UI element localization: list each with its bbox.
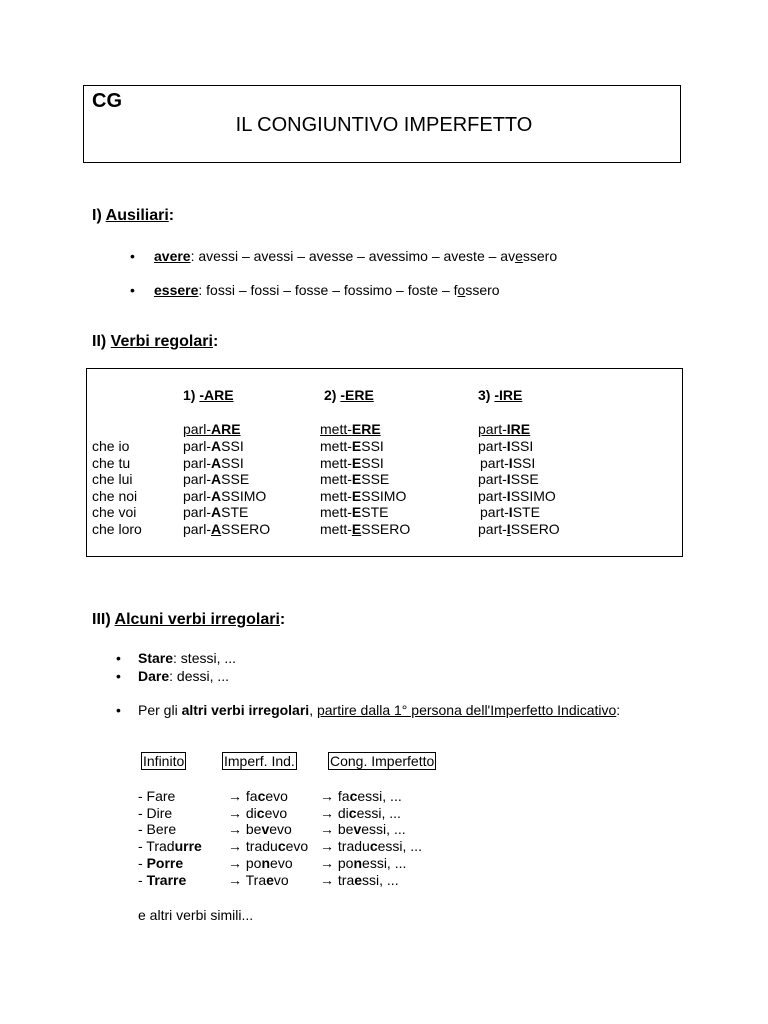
rule-bold: altri verbi irregolari bbox=[181, 702, 310, 718]
ind-bold: c bbox=[277, 838, 286, 854]
form-ending: SSE bbox=[510, 471, 539, 487]
ind-bold: c bbox=[257, 788, 266, 804]
form-ere bbox=[320, 455, 384, 471]
cong-pre: → tradu bbox=[320, 838, 370, 854]
imperfect-subjunctive bbox=[320, 805, 401, 821]
form-stem: parl- bbox=[183, 488, 212, 504]
infinitive bbox=[138, 805, 172, 821]
cong-bold: v bbox=[353, 821, 362, 837]
cong-pre: → be bbox=[320, 821, 354, 837]
column-number: 2) bbox=[324, 387, 337, 403]
form-stem: parl- bbox=[183, 455, 212, 471]
infinitive bbox=[138, 872, 186, 888]
form-stem: part- bbox=[480, 455, 509, 471]
header-imperf-ind bbox=[222, 753, 297, 769]
forms-avere-end: ssero bbox=[522, 248, 558, 264]
ind-post: evo bbox=[270, 855, 293, 871]
ind-bold: e bbox=[266, 872, 274, 888]
rule-colon: : bbox=[616, 702, 621, 718]
header-infinito bbox=[141, 753, 186, 769]
form-ending: SSI bbox=[221, 455, 244, 471]
ind-bold: n bbox=[261, 855, 271, 871]
form-are bbox=[183, 455, 244, 471]
ind-pre: → di bbox=[228, 805, 257, 821]
pronoun: che lui bbox=[92, 471, 133, 487]
form-are bbox=[183, 438, 244, 454]
form-stem: mett- bbox=[320, 438, 352, 454]
column-header-are bbox=[183, 387, 234, 403]
imperfect-indicative bbox=[228, 788, 288, 804]
cong-post: essi, ... bbox=[361, 821, 406, 837]
infinitive bbox=[138, 821, 176, 837]
ind-post: vo bbox=[273, 872, 289, 888]
pronoun: che noi bbox=[92, 488, 138, 504]
cong-pre: → fa bbox=[320, 788, 350, 804]
cong-pre: → di bbox=[320, 805, 349, 821]
form-ere bbox=[320, 521, 410, 537]
stem-are bbox=[183, 421, 241, 437]
cong-bold: c bbox=[348, 805, 357, 821]
section-3-heading bbox=[92, 611, 285, 629]
form-stem: mett- bbox=[320, 504, 352, 520]
form-vowel: I bbox=[506, 488, 511, 504]
form-ending: SSI bbox=[512, 455, 536, 471]
verb-stare: Stare bbox=[138, 650, 174, 666]
imperfect-subjunctive bbox=[320, 872, 399, 888]
ind-post: evo bbox=[265, 788, 288, 804]
ind-post: evo bbox=[285, 838, 309, 854]
imperfect-indicative bbox=[228, 838, 308, 854]
form-ire bbox=[478, 488, 556, 504]
form-ire bbox=[478, 471, 539, 487]
section-3-colon: : bbox=[279, 611, 286, 628]
imperfect-indicative bbox=[228, 872, 289, 888]
form-stem: part- bbox=[478, 488, 507, 504]
verb-dare-forms: : dessi, ... bbox=[169, 668, 230, 684]
forms-essere: : fossi – fossi – fosse – fossimo – foste – f bbox=[198, 282, 458, 298]
form-vowel: A bbox=[211, 471, 222, 487]
stem-ending: ARE bbox=[211, 421, 241, 437]
course-code: CG bbox=[92, 90, 122, 112]
infinitive-text: - Dire bbox=[138, 805, 173, 821]
form-vowel: E bbox=[351, 488, 362, 504]
auxiliary-essere bbox=[154, 282, 500, 298]
form-are bbox=[183, 521, 270, 537]
ind-pre: → fa bbox=[228, 788, 258, 804]
cong-bold: n bbox=[353, 855, 363, 871]
ind-post: evo bbox=[269, 821, 292, 837]
cong-bold: e bbox=[354, 872, 363, 888]
form-vowel: I bbox=[506, 521, 511, 537]
form-ending: SSIMO bbox=[361, 488, 407, 504]
bullet-icon: • bbox=[130, 282, 135, 298]
stem-text: part- bbox=[478, 421, 507, 437]
form-ending: SSIMO bbox=[221, 488, 267, 504]
pronoun: che tu bbox=[92, 455, 131, 471]
header-cong-imperfetto bbox=[328, 753, 436, 769]
form-ending: SSERO bbox=[221, 521, 271, 537]
section-2-colon: : bbox=[212, 333, 219, 350]
form-ere bbox=[320, 438, 384, 454]
form-vowel: I bbox=[508, 504, 513, 520]
form-stem: part- bbox=[480, 504, 509, 520]
infinitive-bold: Porre bbox=[146, 855, 184, 871]
header-label: Imperf. Ind. bbox=[224, 753, 295, 769]
cong-post: essi, ... bbox=[377, 838, 422, 854]
form-ending: SSERO bbox=[510, 521, 560, 537]
column-number: 1) bbox=[183, 387, 196, 403]
stem-ire bbox=[478, 421, 530, 437]
form-are bbox=[183, 504, 248, 520]
form-stem: mett- bbox=[320, 455, 352, 471]
stem-text: parl- bbox=[183, 421, 212, 437]
cong-pre: → tra bbox=[320, 872, 355, 888]
column-ending: -ERE bbox=[340, 387, 374, 403]
form-stem: parl- bbox=[183, 504, 212, 520]
column-header-ere bbox=[324, 387, 374, 403]
infinitive-text: - bbox=[138, 855, 147, 871]
bullet-icon: • bbox=[116, 702, 121, 718]
form-are bbox=[183, 471, 249, 487]
imperfect-subjunctive bbox=[320, 788, 402, 804]
form-stem: mett- bbox=[320, 488, 352, 504]
column-ending: -ARE bbox=[199, 387, 234, 403]
forms-avere: : avessi – avessi – avesse – avessimo – aveste – av bbox=[190, 248, 516, 264]
header-label: Infinito bbox=[143, 753, 185, 769]
cong-bold: c bbox=[349, 788, 358, 804]
form-stem: parl- bbox=[183, 438, 212, 454]
column-ending: -IRE bbox=[494, 387, 523, 403]
form-ere bbox=[320, 504, 388, 520]
footer-note: e altri verbi simili... bbox=[138, 907, 254, 923]
ind-bold: c bbox=[256, 805, 265, 821]
form-vowel: A bbox=[211, 488, 222, 504]
section-3-title: Alcuni verbi irregolari bbox=[114, 611, 280, 628]
rule-separator: , bbox=[309, 702, 317, 718]
form-vowel: E bbox=[351, 455, 362, 471]
cong-pre: → po bbox=[320, 855, 354, 871]
imperfect-indicative bbox=[228, 821, 292, 837]
form-ire bbox=[480, 455, 535, 471]
infinitive bbox=[138, 838, 202, 854]
cong-post: essi, ... bbox=[357, 788, 402, 804]
form-ere bbox=[320, 488, 406, 504]
page-title: IL CONGIUNTIVO IMPERFETTO bbox=[235, 114, 533, 136]
verb-stare-forms: : stessi, ... bbox=[173, 650, 237, 666]
form-are bbox=[183, 488, 266, 504]
form-vowel: A bbox=[211, 438, 222, 454]
form-ending: SSIMO bbox=[510, 488, 556, 504]
form-ire bbox=[480, 504, 540, 520]
verb-avere: avere bbox=[154, 248, 191, 264]
cong-post: essi, ... bbox=[362, 855, 407, 871]
ind-bold: v bbox=[261, 821, 270, 837]
section-1-heading bbox=[92, 207, 174, 225]
form-vowel: E bbox=[351, 471, 362, 487]
rule-text: Per gli bbox=[138, 702, 182, 718]
forms-avere-accent: e bbox=[515, 248, 523, 264]
bullet-icon: • bbox=[116, 650, 121, 666]
pronoun: che loro bbox=[92, 521, 142, 537]
bullet-icon: • bbox=[130, 248, 135, 264]
section-1-title: Ausiliari bbox=[105, 207, 169, 224]
column-header-ire bbox=[478, 387, 522, 403]
ind-post: evo bbox=[264, 805, 288, 821]
stem-ere bbox=[320, 421, 381, 437]
header-label: Cong. Imperfetto bbox=[330, 753, 435, 769]
section-2-heading bbox=[92, 333, 218, 351]
infinitive-text: - Trad bbox=[138, 838, 175, 854]
cong-post: essi, ... bbox=[356, 805, 401, 821]
form-ending: STE bbox=[361, 504, 389, 520]
ind-pre: → Tra bbox=[228, 872, 267, 888]
form-vowel: I bbox=[506, 471, 511, 487]
bullet-icon: • bbox=[116, 668, 121, 684]
irregular-stare bbox=[138, 650, 236, 666]
infinitive-text: - Bere bbox=[138, 821, 177, 837]
form-vowel: E bbox=[351, 521, 362, 537]
form-ending: SSE bbox=[221, 471, 250, 487]
imperfect-indicative bbox=[228, 855, 293, 871]
form-vowel: A bbox=[211, 521, 222, 537]
section-1-number: I) bbox=[92, 207, 102, 224]
imperfect-indicative bbox=[228, 805, 287, 821]
form-stem: part- bbox=[478, 521, 507, 537]
form-ending: SSE bbox=[361, 471, 390, 487]
infinitive bbox=[138, 788, 175, 804]
form-vowel: A bbox=[211, 504, 222, 520]
infinitive bbox=[138, 855, 183, 871]
form-vowel: E bbox=[351, 438, 362, 454]
rule-underlined: partire dalla 1° persona dell'Imperfetto Indicativo bbox=[316, 702, 617, 718]
form-vowel: I bbox=[508, 455, 513, 471]
form-ending: STE bbox=[512, 504, 540, 520]
form-ending: SSI bbox=[221, 438, 244, 454]
form-ending: SSI bbox=[361, 438, 384, 454]
ind-pre: → tradu bbox=[228, 838, 278, 854]
infinitive-text: - Fare bbox=[138, 788, 176, 804]
form-ere bbox=[320, 471, 389, 487]
form-stem: parl- bbox=[183, 521, 212, 537]
section-2-title: Verbi regolari bbox=[110, 333, 213, 350]
form-stem: mett- bbox=[320, 471, 352, 487]
ind-pre: → po bbox=[228, 855, 262, 871]
irregular-dare bbox=[138, 668, 229, 684]
form-stem: part- bbox=[478, 471, 507, 487]
form-ending: SSI bbox=[361, 455, 384, 471]
imperfect-subjunctive bbox=[320, 821, 406, 837]
imperfect-subjunctive bbox=[320, 855, 406, 871]
pronoun: che voi bbox=[92, 504, 137, 520]
imperfect-subjunctive bbox=[320, 838, 422, 854]
cong-post: ssi, ... bbox=[362, 872, 399, 888]
column-number: 3) bbox=[478, 387, 491, 403]
pronoun: che io bbox=[92, 438, 130, 454]
form-stem: part- bbox=[478, 438, 507, 454]
form-vowel: A bbox=[211, 455, 222, 471]
stem-text: mett- bbox=[320, 421, 352, 437]
cong-bold: c bbox=[369, 838, 378, 854]
ind-pre: → be bbox=[228, 821, 262, 837]
form-ending: SSI bbox=[510, 438, 534, 454]
form-ire bbox=[478, 521, 560, 537]
form-ending: SSERO bbox=[361, 521, 411, 537]
form-vowel: E bbox=[351, 504, 362, 520]
infinitive-bold: urre bbox=[174, 838, 202, 854]
form-vowel: I bbox=[506, 438, 511, 454]
form-stem: mett- bbox=[320, 521, 352, 537]
auxiliary-avere bbox=[154, 248, 557, 264]
forms-essere-end: ssero bbox=[465, 282, 500, 298]
section-3-number: III) bbox=[92, 611, 111, 628]
section-1-colon: : bbox=[168, 207, 175, 224]
section-2-number: II) bbox=[92, 333, 107, 350]
form-stem: parl- bbox=[183, 471, 212, 487]
verb-dare: Dare bbox=[138, 668, 170, 684]
infinitive-text: - bbox=[138, 872, 147, 888]
form-ire bbox=[478, 438, 533, 454]
stem-ending: ERE bbox=[351, 421, 381, 437]
irregular-rule bbox=[138, 702, 620, 718]
infinitive-bold: Trarre bbox=[146, 872, 187, 888]
form-ending: STE bbox=[221, 504, 249, 520]
forms-essere-accent: o bbox=[457, 282, 466, 298]
verb-essere: essere bbox=[154, 282, 199, 298]
stem-ending: IRE bbox=[506, 421, 531, 437]
